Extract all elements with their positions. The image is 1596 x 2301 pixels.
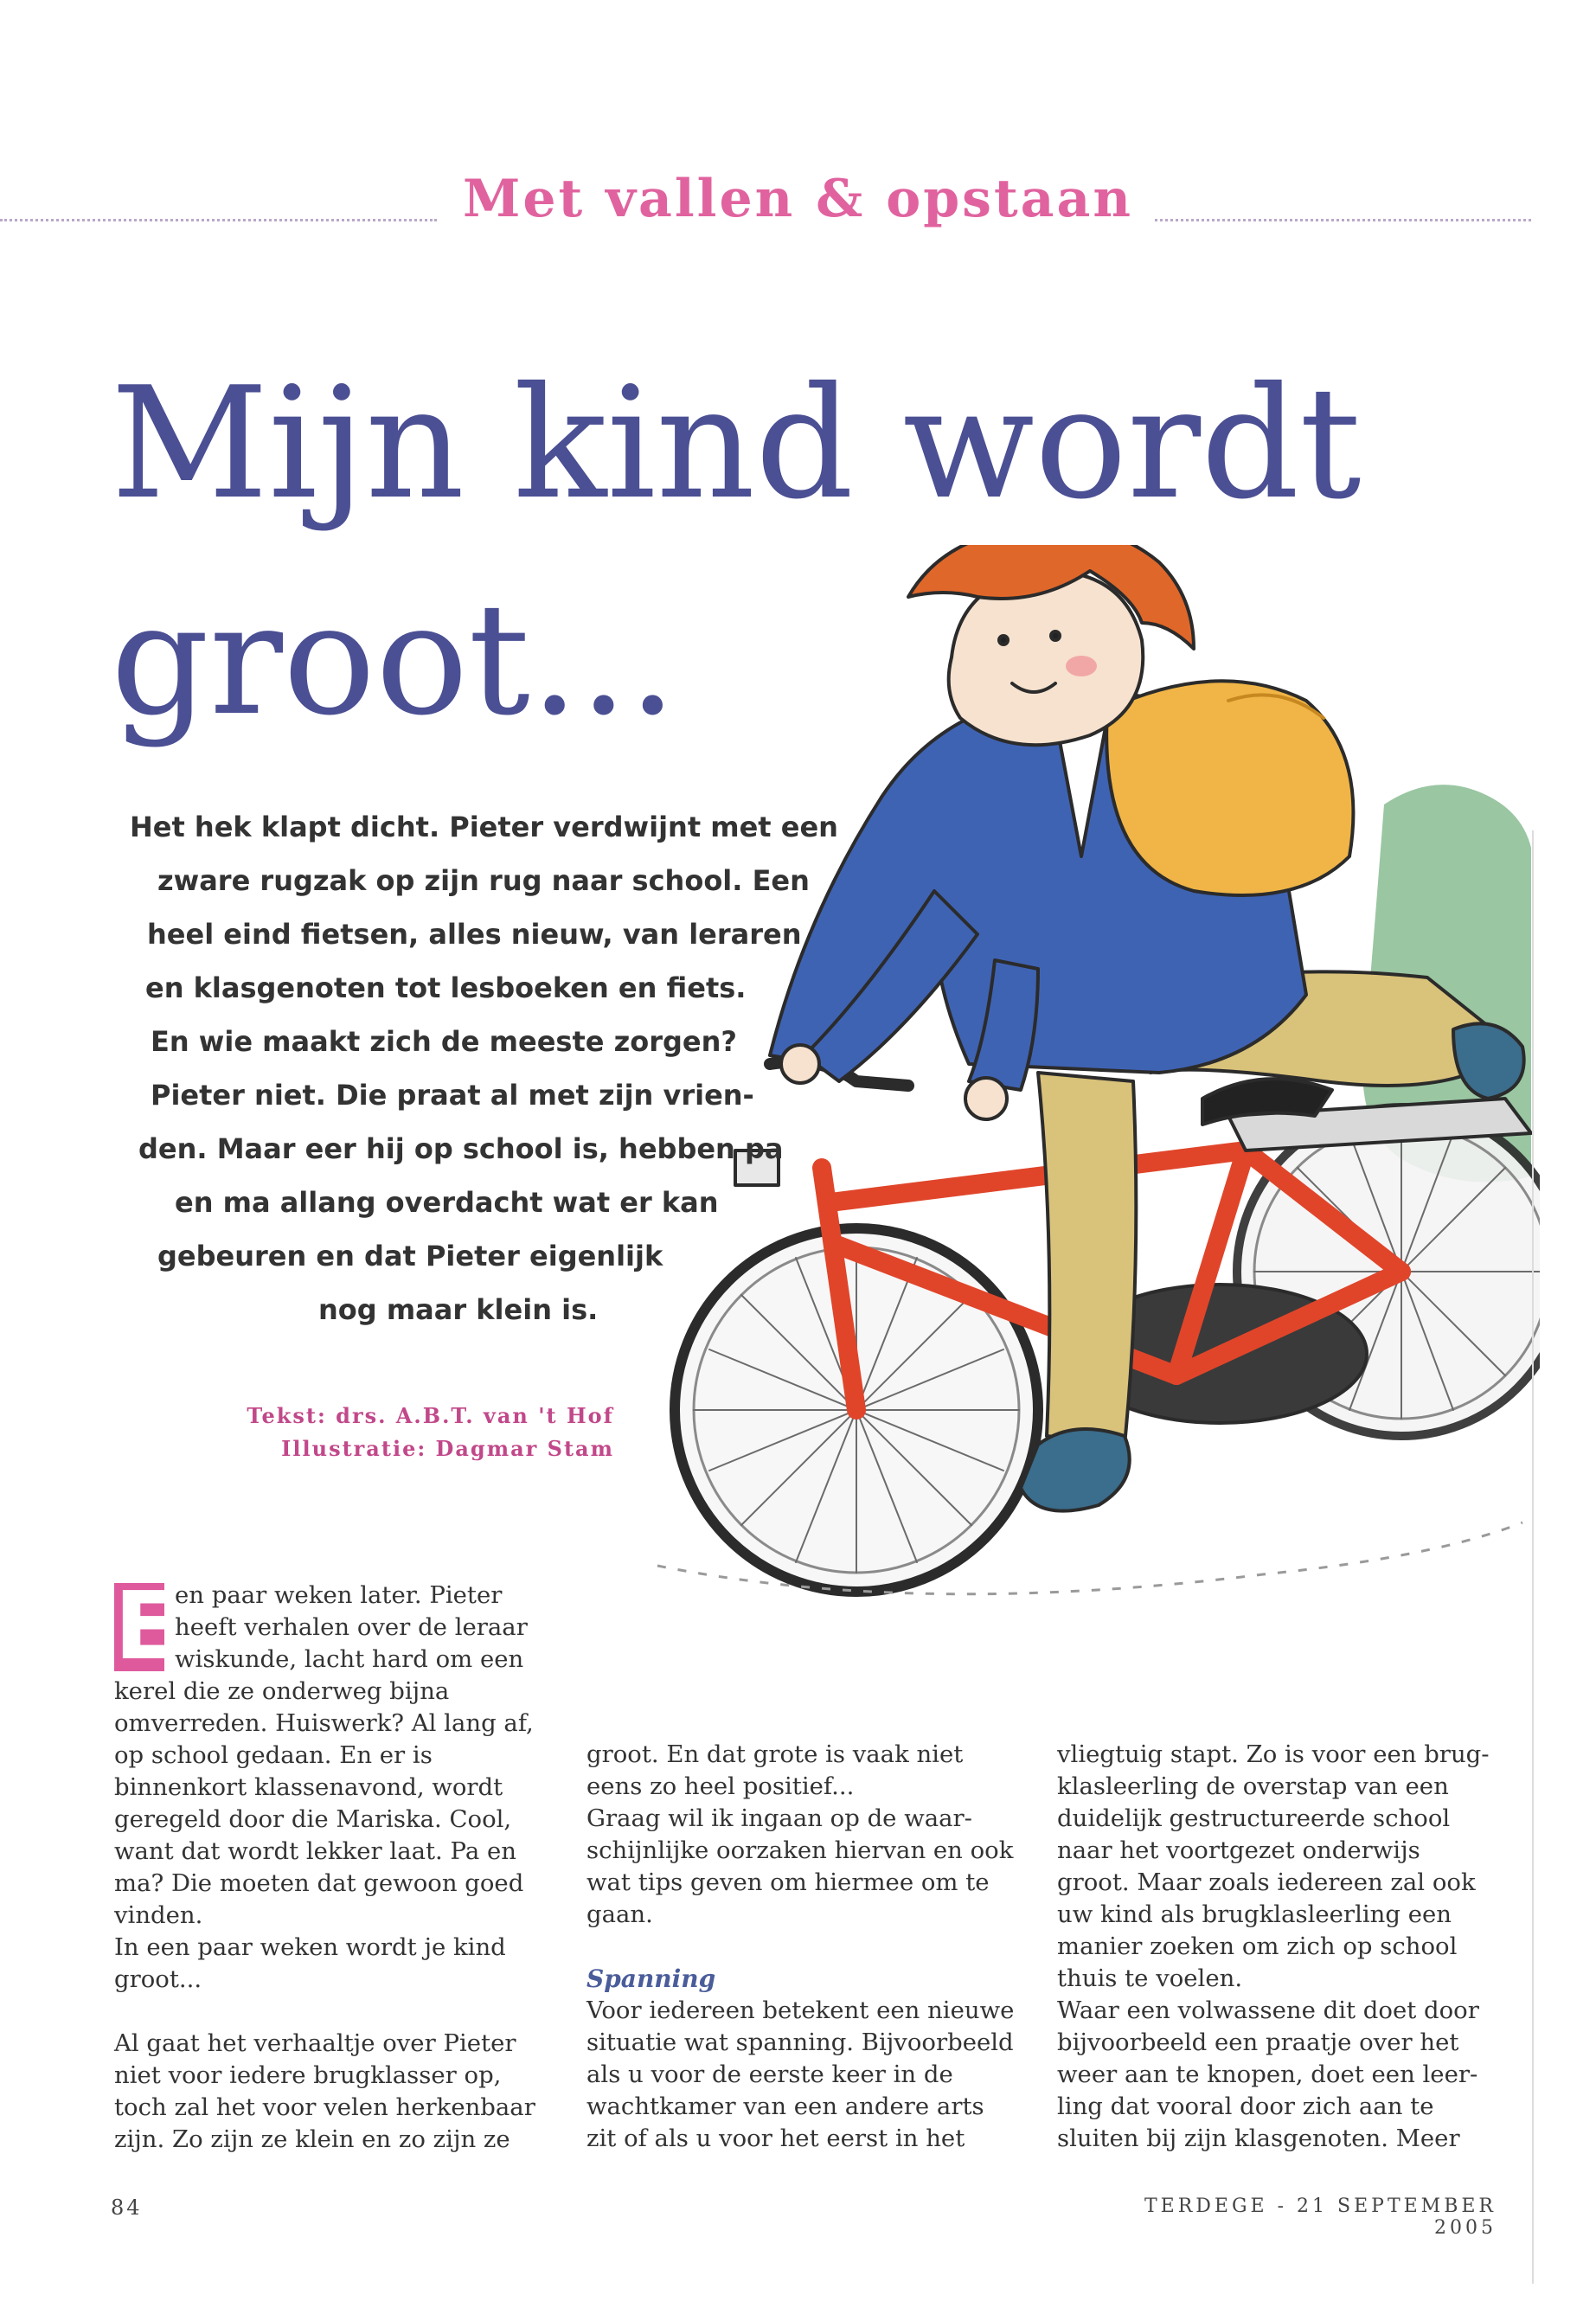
credit-illustration: Illustratie: Dagmar Stam [281, 1436, 614, 1461]
intro-line: en ma allang overdacht wat er kan [175, 1186, 719, 1219]
intro-line: nog maar klein is. [318, 1293, 599, 1326]
paragraph: groot. En dat grote is vaak niet eens zo heel positief... [586, 1740, 964, 1800]
paragraph: en paar weken later. Pieter heeft verhalen over de leraar wiskunde, lacht hard om een kerel die ze onderweg bijna omverreden. Huiswerk? Al lang af, op school gedaan. En er is binnenkort klassenavond, wordt geregeld door die Mariska. Cool, want dat wordt lekker laat. Pa en ma? Die moeten dat gewoon goed vinden. [114, 1581, 534, 1929]
body-column-1 [114, 1573, 547, 2156]
intro-line: heel eind fietsen, alles nieuw, van leraren [147, 918, 802, 951]
section-title: Met vallen & opstaan [462, 169, 1134, 229]
intro-paragraph [121, 800, 839, 1336]
intro-line: Het hek klapt dicht. Pieter verdwijnt met een [130, 811, 838, 843]
intro-line: En wie maakt zich de meeste zorgen? [151, 1025, 737, 1058]
paragraph: Voor iedereen betekent een nieuwe situatie wat spanning. Bijvoorbeeld als u voor de eerste keer in de wachtkamer van een andere arts zit of als u voor het eerst in het [586, 1997, 1015, 2152]
paragraph: Graag wil ik ingaan op de waarschijnlijke oorzaken hiervan en ook wat tips geven om hiermee om te gaan. [586, 1804, 1014, 1928]
paragraph: In een paar weken wordt je kind groot... [114, 1933, 506, 1993]
dropcap: E [114, 1573, 178, 1681]
intro-line: zware rugzak op zijn rug naar school. Een [157, 864, 810, 897]
headline-line-2: groot... [111, 570, 677, 749]
subheading: Spanning [586, 1965, 716, 1993]
page-edge-divider [1532, 830, 1534, 2284]
paragraph: Al gaat het verhaaltje over Pieter niet voor iedere brugklasser op, toch zal het voor velen herkenbaar zijn. Zo zijn ze klein en zo zijn ze [114, 2029, 535, 2153]
intro-line: gebeuren en dat Pieter eigenlijk [157, 1240, 663, 1272]
publication-footer: TERDEGE - 21 SEPTEMBER 2005 [1144, 2195, 1497, 2239]
section-rule-left [0, 219, 437, 221]
page-number: 84 [111, 2195, 143, 2220]
headline-line-1: Mijn kind wordt [111, 354, 1362, 533]
credit-text: Tekst: drs. A.B.T. van 't Hof [247, 1403, 614, 1428]
section-rule-right [1155, 219, 1531, 221]
intro-line: Pieter niet. Die praat al met zijn vrien- [151, 1079, 754, 1112]
intro-line: en klasgenoten tot lesboeken en fiets. [145, 971, 747, 1004]
paragraph: vliegtuig stapt. Zo is voor een brugklasleerling de overstap van een duidelijk gestructureerde school naar het voortgezet onderwijs groot. Maar zoals iedereen zal ook uw kind als brugklasleerling een manier zoeken om zich op school thuis te voelen. [1057, 1740, 1490, 1992]
body-column-3 [1057, 1739, 1490, 2155]
intro-line: den. Maar eer hij op school is, hebben pa [138, 1132, 784, 1165]
paragraph: Waar een volwassene dit doet door bijvoorbeeld een praatje over het weer aan te knopen, doet een leerling dat vooral door zich aan te sluiten bij zijn klasgenoten. Meer [1057, 1997, 1479, 2152]
body-column-2 [586, 1739, 1019, 2155]
credits [130, 1400, 614, 1465]
